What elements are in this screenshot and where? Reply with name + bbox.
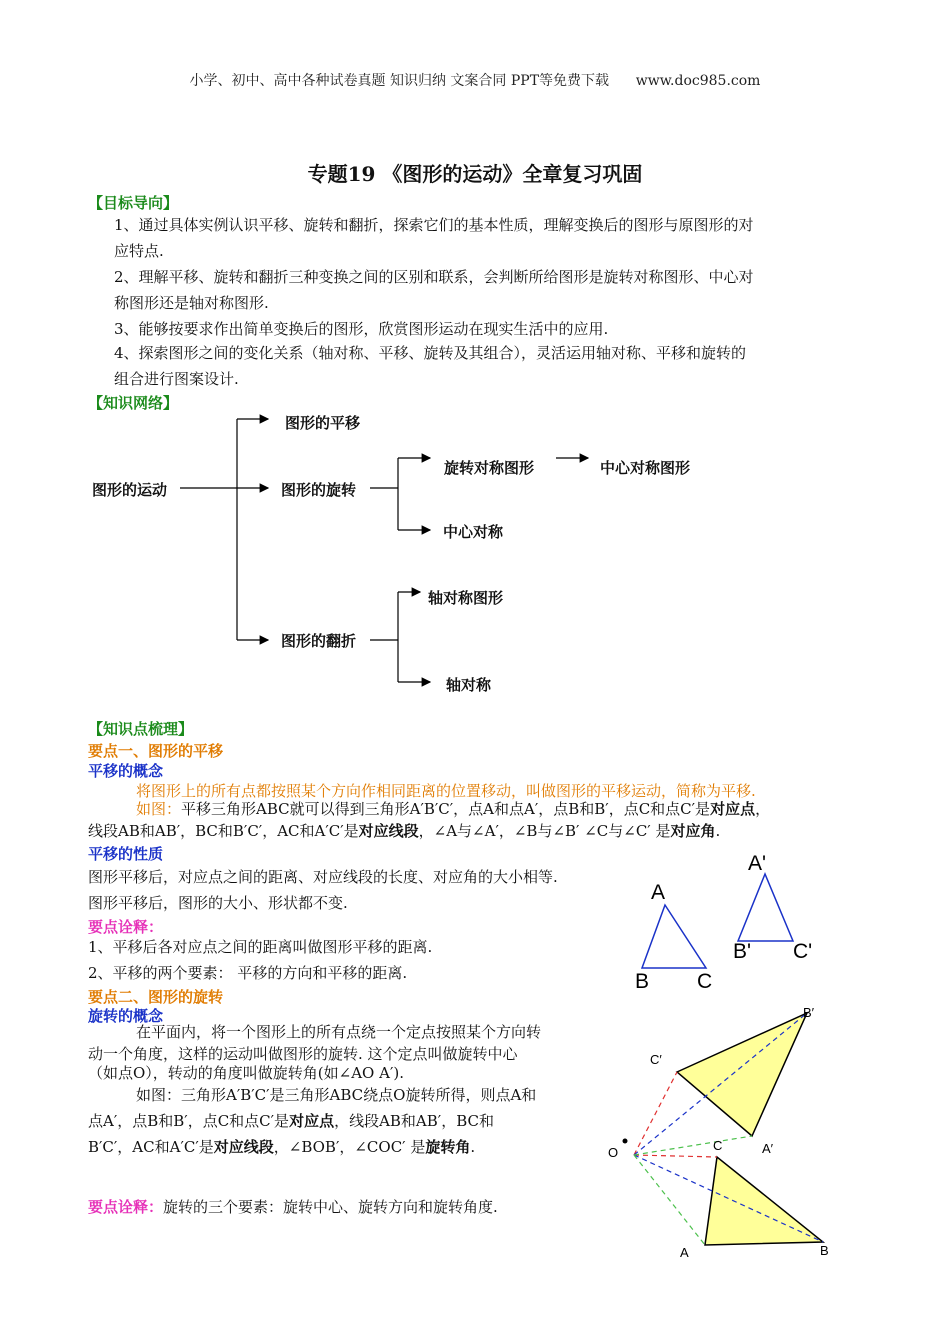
property1-a: 图形平移后，对应点之间的距离、对应线段的长度、对应角的大小相等. — [88, 868, 558, 886]
line-o-aprime — [634, 1136, 752, 1155]
example1-a: 平移三角形ABC就可以得到三角形A′B′C′，点A和点A′，点B和B′，点C和点C′是 — [181, 800, 711, 818]
example2-c4: 旋转角 — [425, 1138, 471, 1156]
goals-heading: 【目标导向】 — [88, 194, 179, 212]
tree-root: 图形的运动 — [92, 481, 168, 499]
triangle-original — [705, 1157, 823, 1245]
label-b-rot: B — [820, 1243, 829, 1258]
label-c-rot: C — [713, 1138, 723, 1153]
example2-line3 — [88, 1134, 475, 1160]
tree-rotation: 图形的旋转 — [281, 481, 357, 499]
tree-rot-sym: 旋转对称图形 — [444, 459, 535, 477]
example1-line2 — [88, 818, 720, 844]
note2-text: 旋转的三个要素：旋转中心、旋转方向和旋转角度. — [163, 1198, 498, 1216]
header-url[interactable]: www.doc985.com — [635, 73, 761, 89]
point2-heading: 要点二、图形的旋转 — [88, 988, 224, 1006]
example2-a: 如图：三角形A′B′C′是三角形ABC绕点O旋转所得，则点A和 — [136, 1086, 537, 1104]
property1-b: 图形平移后，图形的大小、形状都不变. — [88, 894, 348, 912]
goal-3: 3、能够按要求作出简单变换后的图形，欣赏图形运动在现实生活中的应用. — [114, 320, 609, 338]
example1-g: . — [715, 822, 721, 840]
label-c: C — [697, 970, 713, 993]
property1-heading: 平移的性质 — [88, 845, 164, 863]
label-c-prime: C' — [793, 940, 813, 963]
header-text: 小学、初中、高中各种试卷真题 知识归纳 文案合同 PPT等免费下载 — [189, 73, 610, 89]
concept2-heading: 旋转的概念 — [88, 1007, 164, 1025]
tree-central-sym: 中心对称 — [443, 523, 504, 541]
goal-2b: 称图形还是轴对称图形. — [114, 294, 269, 312]
goal-4a: 4、探索图形之间的变化关系（轴对称、平移、旋转及其组合），灵活运用轴对称、平移和旋转的 — [114, 344, 747, 362]
example1-lead: 如图： — [136, 800, 182, 818]
example2-c: B′C′，AC和A′C′是 — [88, 1138, 214, 1156]
tree-central-fig: 中心对称图形 — [600, 459, 691, 477]
tree-axial-sym: 轴对称 — [446, 676, 492, 694]
concept2-a: 在平面内，将一个图形上的所有点绕一个定点按照某个方向转 — [136, 1023, 542, 1041]
line-o-cprime — [634, 1072, 677, 1155]
goal-1a: 1、通过具体实例认识平移、旋转和翻折，探索它们的基本性质，理解变换后的图形与原图形的对 — [114, 216, 754, 234]
concept2-c: （如点O），转动的角度叫做旋转角(如∠AO A′). — [88, 1064, 404, 1082]
example1-b1: 对应点 — [710, 800, 756, 818]
note2-line — [88, 1194, 498, 1220]
concept1-text: 将图形上的所有点都按照某个方向作相同距离的位置移动，叫做图形的平移运动，简称为平移. — [136, 782, 756, 800]
example1-c: 线段AB和AB′，BC和B′C′，AC和A′C′是 — [88, 822, 359, 840]
example2-b: 点A′，点B和B′，点C和点C′是 — [88, 1112, 290, 1130]
example1-f: 对应角 — [670, 822, 716, 840]
network-heading: 【知识网络】 — [88, 394, 179, 412]
translation-figure — [625, 850, 825, 995]
tree-flip: 图形的翻折 — [281, 632, 357, 650]
example2-c5: . — [470, 1138, 476, 1156]
example2-b2: 对应点 — [289, 1112, 335, 1130]
note1-a: 1、平移后各对应点之间的距离叫做图形平移的距离. — [88, 938, 433, 956]
example2-b3: ，线段AB和AB′，BC和 — [334, 1112, 494, 1130]
label-b-prime: B' — [733, 940, 752, 963]
concept2-b: 动一个角度，这样的运动叫做图形的旋转. 这个定点叫做旋转中心 — [88, 1045, 518, 1063]
line-o-bprime — [634, 1013, 807, 1155]
rotation-figure — [600, 1000, 840, 1270]
line-o-a — [634, 1155, 705, 1245]
label-b-prime-rot: B′ — [803, 1005, 815, 1020]
example1-d: 对应线段 — [358, 822, 419, 840]
goal-4b: 组合进行图案设计. — [114, 370, 239, 388]
example1-b2: ， — [755, 800, 771, 818]
example2-c2: 对应线段 — [213, 1138, 274, 1156]
point-o — [623, 1139, 628, 1144]
example1-e: ，∠A与∠A′，∠B与∠B′ ∠C与∠C′ 是 — [418, 822, 671, 840]
label-b: B — [635, 970, 650, 993]
concept1-heading: 平移的概念 — [88, 762, 164, 780]
label-o: O — [608, 1145, 619, 1160]
tree-translation: 图形的平移 — [285, 414, 361, 432]
goal-1b: 应特点. — [114, 242, 164, 260]
example2-c3: ，∠BOB′，∠COC′ 是 — [273, 1138, 426, 1156]
triangle-abc — [642, 905, 706, 968]
line-o-c — [634, 1155, 717, 1157]
label-a-prime: A' — [748, 852, 767, 875]
label-a-prime-rot: A′ — [762, 1141, 774, 1156]
label-a: A — [651, 881, 666, 904]
note1-heading: 要点诠释： — [88, 918, 164, 936]
knowledge-tree — [80, 400, 780, 700]
note1-b: 2、平移的两个要素： 平移的方向和平移的距离. — [88, 964, 408, 982]
goal-2a: 2、理解平移、旋转和翻折三种变换之间的区别和联系，会判断所给图形是旋转对称图形、中心对 — [114, 268, 754, 286]
label-c-prime-rot: C′ — [650, 1052, 662, 1067]
tree-axial-fig: 轴对称图形 — [428, 589, 504, 607]
points-heading: 【知识点梳理】 — [88, 720, 194, 738]
page-title: 专题19 《图形的运动》全章复习巩固 — [307, 162, 643, 186]
triangle-rotated — [677, 1013, 807, 1136]
triangle-abc-prime — [738, 874, 793, 941]
example2-line2 — [88, 1108, 494, 1134]
note2-heading: 要点诠释： — [88, 1198, 164, 1216]
page-header — [0, 70, 950, 90]
point1-heading: 要点一、图形的平移 — [88, 742, 224, 760]
label-a-rot: A — [680, 1245, 689, 1260]
